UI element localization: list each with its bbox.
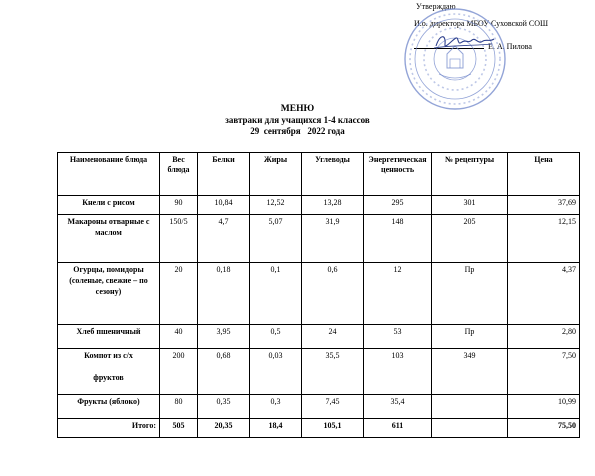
table-row — [58, 395, 580, 419]
approval-title: Утверждаю — [416, 2, 456, 11]
total-protein: 20,35 — [198, 419, 250, 438]
dish-name: Фрукты (яблоко) — [58, 395, 160, 419]
dish-fat: 12,52 — [250, 196, 302, 215]
dish-name — [58, 349, 160, 395]
dish-weight: 150/5 — [160, 215, 198, 263]
dish-protein: 4,7 — [198, 215, 250, 263]
dish-fat: 0,1 — [250, 263, 302, 325]
table-row — [58, 196, 580, 215]
dish-protein: 0,18 — [198, 263, 250, 325]
dish-protein: 0,35 — [198, 395, 250, 419]
total-weight: 505 — [160, 419, 198, 438]
dish-fat: 0,3 — [250, 395, 302, 419]
dish-carbs: 35,5 — [302, 349, 364, 395]
total-price: 75,50 — [508, 419, 580, 438]
dish-carbs: 0,6 — [302, 263, 364, 325]
header-weight: Вес блюда — [160, 153, 198, 196]
dish-price: 12,15 — [508, 215, 580, 263]
table-header-row — [58, 153, 580, 196]
dish-name: Хлеб пшеничный — [58, 325, 160, 349]
total-fat: 18,4 — [250, 419, 302, 438]
dish-energy: 103 — [364, 349, 432, 395]
approval-signatory — [414, 42, 532, 52]
dish-carbs: 13,28 — [302, 196, 364, 215]
dish-name-line: Компот из с/х — [84, 351, 133, 360]
dish-name: Кнели с рисом — [58, 196, 160, 215]
dish-carbs: 24 — [302, 325, 364, 349]
header-carbs: Углеводы — [302, 153, 364, 196]
signature-line — [414, 48, 484, 49]
table-row — [58, 263, 580, 325]
menu-date: 29 сентября 2022 года — [250, 126, 345, 136]
dish-price: 37,69 — [508, 196, 580, 215]
table-row — [58, 349, 580, 395]
total-energy: 611 — [364, 419, 432, 438]
menu-subtitle: завтраки для учащихся 1-4 классов — [225, 115, 370, 125]
menu-title-block — [0, 104, 595, 137]
dish-carbs: 31,9 — [302, 215, 364, 263]
header-recipe: № рецептуры — [432, 153, 508, 196]
table-total-row — [58, 419, 580, 438]
table-row — [58, 325, 580, 349]
dish-carbs: 7,45 — [302, 395, 364, 419]
dish-recipe — [432, 395, 508, 419]
approval-position: И.о. директора МБОУ Суховской СОШ — [414, 19, 549, 28]
header-name: Наименование блюда — [58, 153, 160, 196]
dish-fat: 0,03 — [250, 349, 302, 395]
dish-recipe: Пр — [432, 263, 508, 325]
dish-name-line: фруктов — [93, 372, 124, 382]
dish-price: 7,50 — [508, 349, 580, 395]
dish-energy: 35,4 — [364, 395, 432, 419]
total-label: Итого: — [58, 419, 160, 438]
dish-energy: 12 — [364, 263, 432, 325]
dish-price: 4,37 — [508, 263, 580, 325]
dish-weight: 20 — [160, 263, 198, 325]
header-fat: Жиры — [250, 153, 302, 196]
dish-weight: 90 — [160, 196, 198, 215]
dish-price: 10,99 — [508, 395, 580, 419]
dish-weight: 80 — [160, 395, 198, 419]
header-price: Цена — [508, 153, 580, 196]
menu-table — [57, 152, 580, 438]
total-carbs: 105,1 — [302, 419, 364, 438]
dish-name: Огурцы, помидоры (соленые, свежие – по сезону) — [58, 263, 160, 325]
dish-energy: 148 — [364, 215, 432, 263]
dish-recipe: 301 — [432, 196, 508, 215]
header-protein: Белки — [198, 153, 250, 196]
menu-title: МЕНЮ — [280, 104, 315, 114]
dish-weight: 40 — [160, 325, 198, 349]
dish-recipe: 349 — [432, 349, 508, 395]
approval-signatory-name: Е. А. Пилова — [488, 42, 532, 51]
dish-name: Макароны отварные с маслом — [58, 215, 160, 263]
dish-protein: 3,95 — [198, 325, 250, 349]
dish-weight: 200 — [160, 349, 198, 395]
dish-price: 2,80 — [508, 325, 580, 349]
approval-block — [414, 2, 549, 51]
dish-recipe: 205 — [432, 215, 508, 263]
dish-protein: 0,68 — [198, 349, 250, 395]
dish-energy: 295 — [364, 196, 432, 215]
dish-recipe: Пр — [432, 325, 508, 349]
table-row — [58, 215, 580, 263]
dish-fat: 5,07 — [250, 215, 302, 263]
dish-fat: 0,5 — [250, 325, 302, 349]
header-energy: Энергетическая ценность — [364, 153, 432, 196]
total-recipe — [432, 419, 508, 438]
dish-protein: 10,84 — [198, 196, 250, 215]
dish-energy: 53 — [364, 325, 432, 349]
